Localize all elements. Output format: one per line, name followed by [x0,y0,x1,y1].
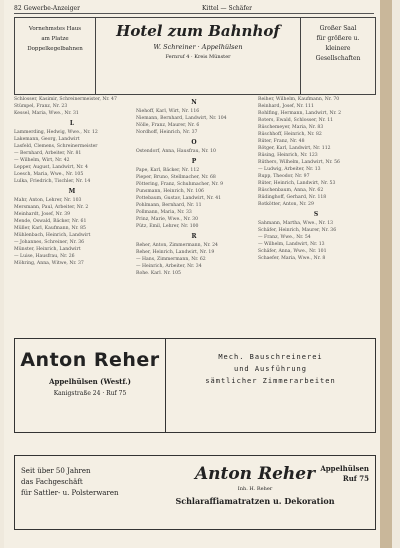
reher-saddlery-line: für Sattler- u. Polsterwaren [21,489,119,497]
directory-entry: Stümpel, Franz, Nr. 23 [14,104,68,109]
page-number-and-section: 82 Gewerbe-Anzeiger [14,5,80,12]
directory-entry: Rüschemeyer, Maria, Nr. 83 [258,125,324,130]
reher-saddlery-advertisement [14,455,376,530]
directory-entry: Pape, Karl, Bäcker, Nr. 112 [136,168,200,173]
reher-saddlery-line: Seit über 50 Jahren [21,467,91,475]
directory-entry: Rüsing, Heinrich, Nr. 123 [258,153,318,158]
directory-entry: Münster, Heinrich, Landwirt [14,247,81,252]
directory-entry: Pohlmann, Bernhard, Nr. 11 [136,203,202,208]
reher-ad-name: Anton Reher [20,349,160,371]
directory-entry: Meinhardt, Josef, Nr. 39 [14,212,71,217]
hotel-ad-left-panel [15,18,96,94]
directory-entry: — Heinrich, Arbeiter, Nr. 34 [136,264,202,269]
directory-entry: Ostendorf, Anna, Hausfrau, Nr. 10 [136,149,216,154]
directory-entry: — Bernhard, Arbeiter, Nr. 81 [14,151,82,156]
section-letter: L [69,120,75,127]
directory-entry: Rüschenbaum, Anna, Nr. 62 [258,188,324,193]
directory-entry: Niemann, Bernhard, Landwirt, Nr. 104 [136,116,227,121]
reher-saddlery-name: Anton Reher [194,464,316,484]
directory-entry: Rotkötter, Anton, Nr. 29 [258,202,314,207]
running-head [14,5,374,12]
section-letter: P [191,158,197,165]
directory-entry: Nölle, Franz, Maurer, Nr. 6 [136,123,200,128]
directory-entry: Schaefer, Maria, Wwe., Nr. 8 [258,256,326,261]
directory-entry: Prinz, Marie, Wwe., Nr. 30 [136,217,199,222]
directory-column-1 [14,96,130,274]
section-letter: M [68,188,76,195]
hotel-ad-feature: Vornehmstes Haus [28,26,82,32]
directory-entry: — Wilhelm, Landwirt, Nr. 13 [258,242,325,247]
directory-entry: — Luise, Hausfrau, Nr. 26 [14,254,75,259]
directory-entry: Schäfer, Anna, Wwe., Nr. 101 [258,249,327,254]
reher-saddlery-owner: Inh. H. Reher [237,486,273,492]
reher-saddlery-right [135,456,375,529]
directory-entry: Reher, Heinrich, Landwirt, Nr. 19 [136,250,215,255]
directory-entry: Pütz, Emil, Lehrer, Nr. 100 [136,224,199,229]
page-edge [380,0,392,548]
reher-ad-address: Kanigstraße 24 · Ruf 75 [53,390,127,397]
directory-entry: Rüter, Heinrich, Landwirt, Nr. 53 [258,181,336,186]
directory-entry: Reiher, Wilhelm, Kaufmann, Nr. 70 [258,97,340,102]
directory-entry: Schäfer, Heinrich, Maurer, Nr. 36 [258,228,337,233]
section-title: Kittel — Schäfer [201,5,253,12]
directory-entry: Pieper, Bruno, Stellmacher, Nr. 68 [136,175,216,180]
directory-entry: Reinhard, Josef, Nr. 111 [258,104,314,109]
directory-entry: Müller, Karl, Kaufmann, Nr. 85 [14,226,86,231]
directory-entry: Rüdinghoff, Gerhard, Nr. 118 [258,195,327,200]
reher-saddlery-town [320,464,369,484]
section-letter: S [313,211,319,218]
directory-entry: Mersmann, Paul, Arbeiter, Nr. 2 [14,205,89,210]
hotel-phone: Fernruf 4 · Kreis Münster [165,54,231,60]
hotel-ad-feature: Großer Saal [319,25,357,32]
directory-entry: Sahmann, Martha, Wwe., Nr. 13 [258,221,334,226]
directory-entry: — Franz, Wwe., Nr. 54 [258,235,311,240]
reher-ad-town: Appelhülsen (Westf.) [49,377,131,386]
directory-entry: Rötger, Karl, Landwirt, Nr. 112 [258,146,331,151]
reher-saddlery-tagline: Schlaraffiamatratzen u. Dekoration [175,496,335,506]
directory-entry: Mende, Oswald, Bäcker, Nr. 61 [14,219,87,224]
hotel-ad-right-panel [300,18,375,94]
directory-entry: — Wilhelm, Wirt, Nr. 42 [14,158,70,163]
hotel-ad-feature: Doppelkegelbahnen [27,46,83,52]
directory-entry: Nordhoff, Heinrich, Nr. 37 [136,130,198,135]
directory-entry: Lasfeld, Clemens, Schreinermeister [14,144,98,149]
hotel-ad-center [96,18,300,94]
directory-entry: Lulka, Friedrich, Tischler, Nr. 14 [14,179,91,184]
directory-entry: Rüter, Franz, Nr. 48 [258,139,305,144]
header-rule [14,13,374,14]
directory-entry: Pottebaum, Gustav, Landwirt, Nr. 41 [136,196,222,201]
reher-ad-service-line: sämtlicher Zimmerarbeiten [205,377,336,385]
reher-ad-service-line: und Ausführung [233,365,307,373]
directory-entry: Rüthers, Wilhelm, Landwirt, Nr. 56 [258,160,340,165]
directory-entry: — Johannes, Schreiner, Nr. 36 [14,240,85,245]
directory-entry: Kessel, Maria, Wwe., Nr. 31 [14,111,79,116]
directory-columns [14,96,374,274]
directory-entry: Rohe, Karl, Nr. 105 [136,271,181,274]
directory-entry: Pöttering, Franz, Schuhmacher, Nr. 9 [136,182,224,187]
directory-entry: Loesch, Maria, Wwe., Nr. 105 [14,172,84,177]
reher-carpentry-advertisement [14,338,376,433]
directory-entry: Mahr, Anton, Lehrer, Nr. 103 [14,198,82,203]
directory-entry: Lakemann, Georg, Landwirt [14,137,80,142]
directory-entry: Lepper, August, Landwirt, Nr. 4 [14,165,88,170]
hotel-name: Hotel zum Bahnhof [116,22,280,40]
directory-entry: Lammerding, Hedwig, Wwe., Nr. 12 [14,130,98,135]
directory-entry: Roters, Ewald, Schlosser, Nr. 11 [258,118,334,123]
section-letter: N [191,99,197,106]
reher-ad-left [15,339,166,432]
reher-saddlery-town-line: Ruf 75 [342,474,369,483]
directory-column-2 [136,96,252,274]
section-letter: R [191,233,197,240]
directory-entry: Rupp, Theodor, Nr. 97 [258,174,310,179]
directory-entry: — Hans, Zimmermann, Nr. 62 [136,257,206,262]
hotel-ad-feature: Gesellschaften [315,55,361,62]
directory-entry: Rüschhoff, Heinrich, Nr. 82 [258,132,322,137]
hotel-owner: W. Schreiner · Appelhülsen [153,43,243,51]
directory-entry: — Ludwig, Arbeiter, Nr. 13 [258,167,321,172]
directory-entry: Reher, Anton, Zimmermann, Nr. 24 [136,243,218,248]
reher-ad-services [166,339,375,432]
section-letter: O [191,139,197,146]
directory-entry: Rohlfing, Hermann, Landwirt, Nr. 2 [258,111,341,116]
directory-entry: Möhring, Anna, Witwe, Nr. 37 [14,261,84,266]
reher-saddlery-town-line: Appelhülsen [320,464,369,473]
directory-entry: Niehoff, Karl, Wirt, Nr. 116 [136,109,200,114]
hotel-ad-feature: am Platze [41,36,69,42]
hotel-ad-feature: für größere u. kleinere [316,35,360,52]
hotel-advertisement [14,17,376,95]
directory-entry: Punsmann, Heinrich, Nr. 106 [136,189,204,194]
directory-entry: Mühlenbach, Heinrich, Landwirt [14,233,91,238]
directory-page [4,0,392,548]
directory-entry: Schlosser, Kasimir, Schreinermeister, Nr. 47 [14,97,117,102]
reher-saddlery-line: das Fachgeschäft [21,478,83,486]
reher-saddlery-left [15,456,135,529]
directory-entry: Pollmann, Maria, Nr. 33 [136,210,192,215]
reher-ad-service-line: Mech. Bauschreinerei [218,353,323,361]
directory-column-3 [258,96,374,274]
